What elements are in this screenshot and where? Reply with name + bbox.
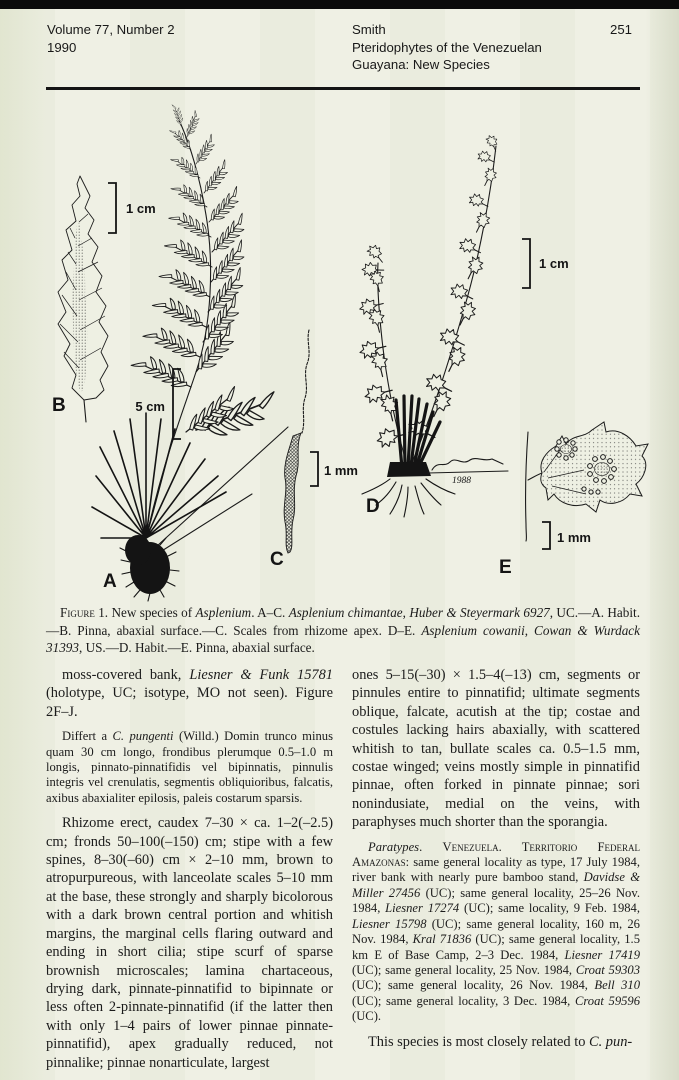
sorus-cluster	[555, 438, 577, 460]
paragraph-latin-diagnosis: Differt a C. pungenti (Willd.) Domin trunco minus quam 30 cm longo, frondibus plerumque 0.5–1.0 m longis, pinnato-pinnatifidis vel bipinnatis, pinnulis integris vel crenulatis, segmentis obliquioribus, falcatis, axibus abaxialiter epilosis, paleis costarum sparsis.	[46, 729, 333, 805]
paragraph-description: Rhizome erect, caudex 7–30 × ca. 1–2(–2.5) cm; fronds 50–100(–150) cm; stipe with a few spines, 8–30(–60) cm × 2–10 mm, brown to atropurpureous, with lanceolate scales 5–10 mm at the base, these strongly and sharply bicolorous with a dark brown central portion and whitish margins, the marginal cells flaring outward and ending in short cilia; stipe scurf of sparse brownish microscales; lamina chartaceous, drying dark, pinnate-pinnatifid to bipinnate or less often 2-pinnate-pinnatifid (if the latter then with only 1–4 pairs of lower pinnae pinnate-pinnatifid), apex gradually reduced, not pinnalike; pinnae nonarticulate, largest	[46, 815, 333, 1071]
drawing-e-pinna	[526, 422, 648, 541]
figure-label-d: D	[366, 496, 380, 517]
paragraph-discussion: This species is most closely related to C. pun-	[368, 1033, 633, 1050]
scale-bar-e	[542, 522, 591, 549]
paragraph-paratypes: Paratypes. Venezuela. Territorio Federal Amazonas: same general locality as type, 17 July 1984, river bank with nearly pure bamboo stand, Davidse & Miller 27456 (UC); same general locality, 25–26 Nov. 1984, Liesner 17274 (UC); same locality, 9 Feb. 1984, Liesner 15798 (UC); same general locality, 160 m, 26 Nov. 1984, Kral 71836 (UC); same general locality, 1.5 km E of Base Camp, 2–3 Dec. 1984, Liesner 17419 (UC); same general locality, 25 Nov. 1984, Croat 59303 (UC); same general locality, 26 Nov. 1984, Bell 310 (UC); same general locality, 3 Dec. 1984, Croat 59596 (UC).	[352, 839, 641, 1024]
illustrator-signature	[428, 459, 508, 486]
scale-bar-e-label: 1 mm	[557, 530, 591, 545]
scale-bar-d-label: 1 cm	[539, 256, 569, 271]
scale-bar-c-label: 1 mm	[324, 463, 358, 478]
signature-year: 1988	[452, 476, 471, 486]
drawing-d-habit	[357, 134, 508, 517]
drawing-b-pinna	[58, 176, 108, 422]
drawing-a-habit	[92, 104, 288, 601]
figure-caption: Figure 1. New species of Asplenium. A–C. Asplenium chimantae, Huber & Steyermark 6927, UC.—A. Habit.—B. Pinna, abaxial surface.—C. Scales from rhizome apex. D–E. Asplenium cowanii, Cowan & Wurdack 31393, US.—D. Habit.—E. Pinna, abaxial surface.	[46, 605, 641, 656]
text-column-left	[46, 666, 333, 1080]
header-author: Smith	[352, 22, 386, 37]
header-volume-line: Volume 77, Number 2	[47, 22, 175, 37]
figure-label-b: B	[52, 395, 66, 416]
figure-label-a: A	[103, 571, 117, 592]
header-title-line1: Pteridophytes of the Venezuelan	[352, 39, 542, 55]
scale-bar-c	[310, 452, 358, 486]
header-year-line: 1990	[47, 39, 77, 55]
scale-bar-d	[522, 239, 569, 288]
paragraph-description-continued: ones 5–15(–30) × 1.5–4(–13) cm, segments or pinnules entire to pinnatifid; ultimate segments oblique, falcate, acutish at the tip; costae and costules lacking hairs abaxially, with scattered whitish to tan, bullate scales ca. 0.5–1.5 mm, costae winged; veins mostly simple in pinnatifid pinnae, often forked in pinnate pinnae; sori nonindusiate, medial on the veins, with paraphyses much shorter than the sporangia.	[352, 667, 640, 831]
paragraph-continuation: moss-covered bank, Liesner & Funk 15781 (holotype, UC; isotype, MO not seen). Figure 2F–J.	[46, 667, 333, 720]
page-number: 251	[610, 22, 633, 37]
figure-label-e: E	[499, 557, 512, 578]
scale-bar-b-label: 1 cm	[126, 201, 156, 216]
drawing-c-scale	[284, 330, 309, 553]
header-title-line2: Guayana: New Species	[352, 57, 490, 72]
figure-label-c: C	[270, 549, 284, 570]
scale-bar-b	[108, 183, 156, 233]
scale-bar-a-label: 5 cm	[135, 399, 165, 414]
text-column-right	[352, 666, 640, 1059]
